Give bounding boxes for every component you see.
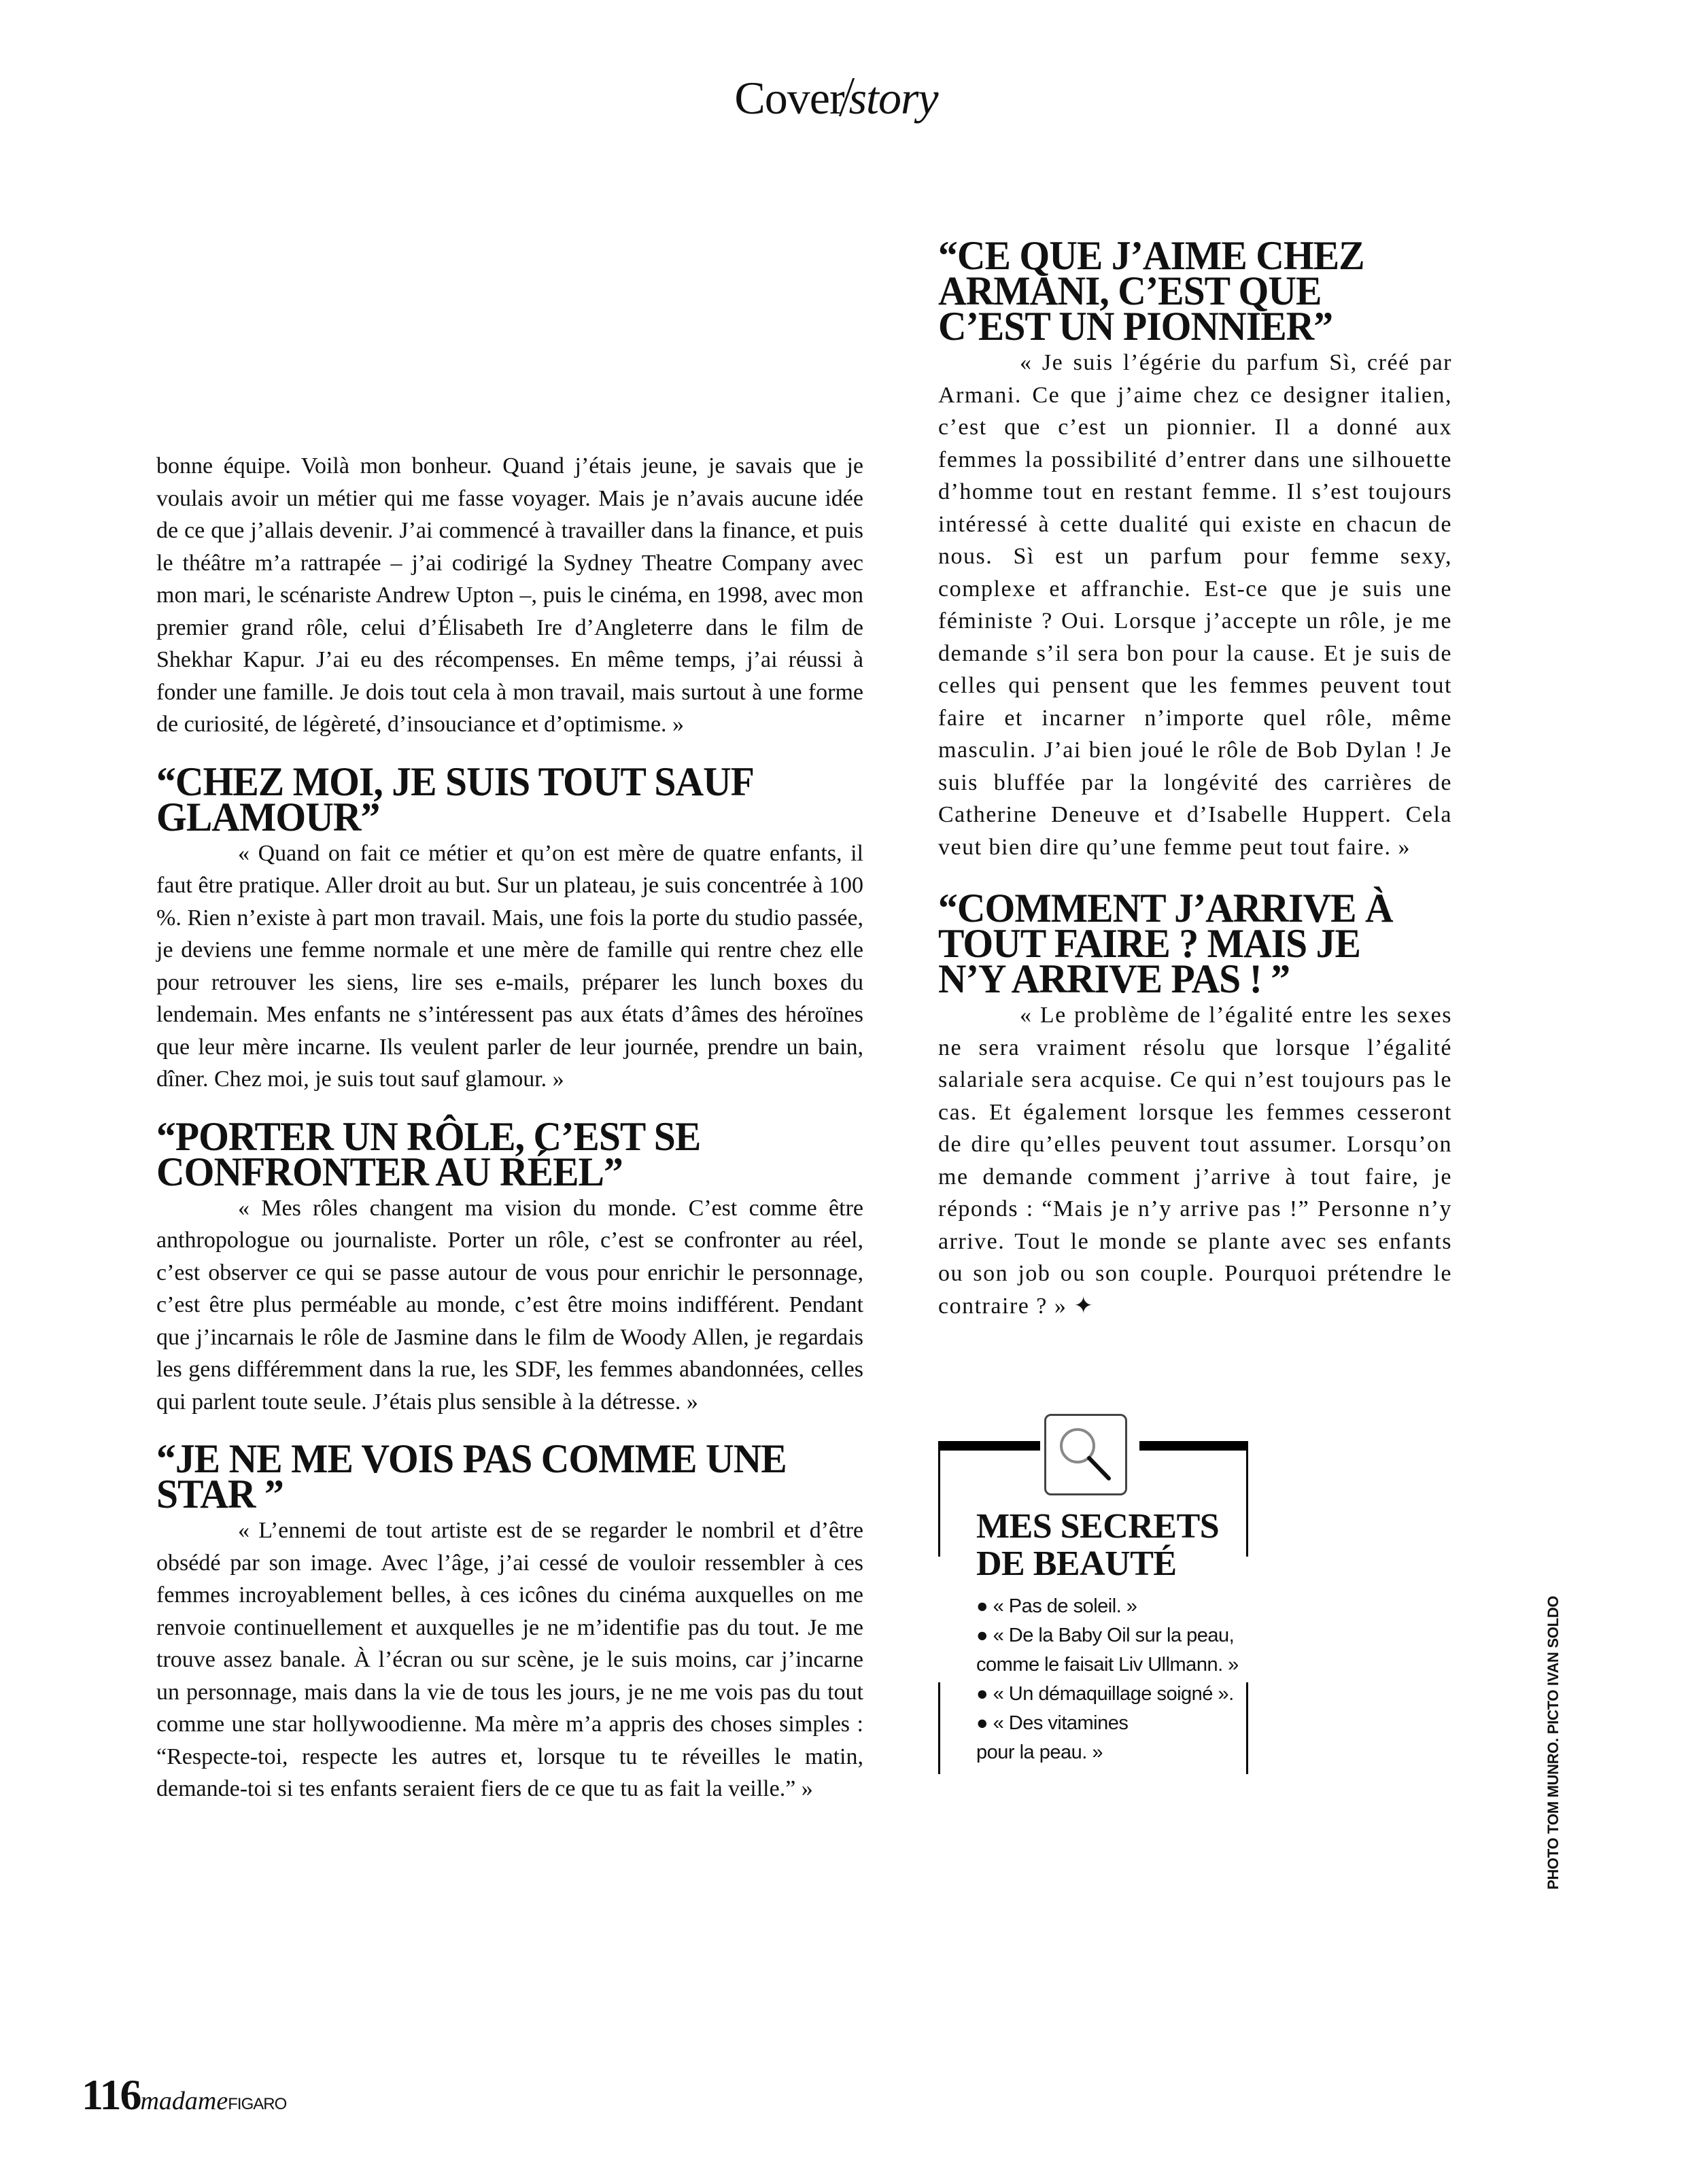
left-column [156, 450, 863, 1805]
page-footer [82, 2070, 286, 2120]
box-title [976, 1508, 1219, 1582]
box-border [1246, 1441, 1248, 1557]
list-item: ● « Pas de soleil. » [976, 1595, 1137, 1617]
section-heading: “CE QUE J’AIME CHEZ ARMANI, C’EST QUE C’EST UN PIONNIER” [938, 233, 1364, 349]
section-paragraph: « Le problème de l’égalité entre les sexes ne sera vraiment résolu que lorsque l’égalité salariale sera acquise. Ce qui n’est toujours pas le cas. Et également lorsque les femmes cesseront de dire qu’elles peuvent tout assumer. Lorsqu’on me demande comment j’arrive à tout faire, je réponds : “Mais je n’y arrive pas !” Personne n’y arrive. Tout le monde se plante avec ses enfants ou son job ou son couple. Pourquoi prétendre le contraire ? » ✦ [938, 1003, 1452, 1319]
section-heading: “COMMENT J’ARRIVE À TOUT FAIRE ? MAIS JE N’Y ARRIVE PAS ! ” [938, 886, 1393, 1001]
photo-credit: PHOTO TOM MUNRO. PICTO IVAN SOLDO [1545, 1595, 1562, 1890]
magnifier-icon [1044, 1414, 1127, 1495]
brand-logo-madame: madame [140, 2087, 228, 2115]
list-item: ● « Un démaquillage soigné ». [976, 1683, 1234, 1705]
section-heading: “CHEZ MOI, JE SUIS TOUT SAUF GLAMOUR” [156, 759, 753, 839]
section-paragraph: « L’ennemi de tout artiste est de se regarder le nombril et d’être obsédé par son image. Avec l’âge, j’ai cessé de vouloir ressembler à ces femmes incroyablement belles, à ces icônes du cinéma auxquelles on me renvoie continuellement et auxquelles je ne m’identifie pas du tout. Je me trouve assez banale. À l’écran ou sur scène, je le suis moins, car j’incarne un personnage, mais dans la vie de tous les jours, je ne me vois pas du tout comme une star hollywoodienne. Ma mère m’a appris des choses simples : “Respecte-toi, respecte les autres et, lorsque tu te réveilles le matin, demande-toi si tes enfants seraient fiers de ce que tu as fait la veille.” » [156, 1518, 863, 1801]
list-item: ● « Des vitamines pour la peau. » [976, 1712, 1129, 1763]
brand-logo-figaro: FIGARO [228, 2095, 287, 2113]
section-heading: “PORTER UN RÔLE, C’EST SE CONFRONTER AU RÉEL” [156, 1113, 701, 1194]
box-top-rule [938, 1441, 1040, 1451]
page-number: 116 [82, 2070, 141, 2119]
box-title-line: MES SECRETS [976, 1507, 1220, 1546]
section-paragraph: « Quand on fait ce métier et qu’on est mère de quatre enfants, il faut être pratique. Aller droit au but. Sur un plateau, je suis concentrée à 100 %. Rien n’existe à part mon travail. Mais, une fois la porte du studio passée, je deviens une femme normale et une mère de famille qui rentre chez elle pour retrouver les siens, lire ses e-mails, préparer les lunch boxes du lendemain. Mes enfants ne s’intéressent pas aux états d’âmes des héroïnes que leur mère incarne. Ils veulent parler de leur journée, prendre un bain, dîner. Chez moi, je suis tout sauf glamour. » [156, 840, 863, 1092]
section-heading: “JE NE ME VOIS PAS COMME UNE STAR ” [156, 1436, 787, 1516]
rubric-main: Cover [734, 72, 844, 124]
box-top-rule [1139, 1441, 1248, 1451]
section-paragraph: « Je suis l’égérie du parfum Sì, créé par Armani. Ce que j’aime chez ce designer italien, c’est que c’est un pionnier. Il a donné aux femmes la possibilité d’entrer dans une silhouette d’homme tout en restant femme. Il s’est toujours intéressé à cette dualité qui existe en chacun de nous. Sì est un parfum pour femme sexy, complexe et affranchie. Est-ce que je suis une féministe ? Oui. Lorsque j’accepte un rôle, je me demande s’il sera bon pour la cause. Et je suis de celles qui pensent que les femmes peuvent tout faire et incarner n’importe quel rôle, même masculin. J’ai bien joué le rôle de Bob Dylan ! Je suis bluffée par la longévité des carrières de Catherine Deneuve et d’Isabelle Huppert. Cela veut bien dire qu’une femme peut tout faire. » [938, 350, 1452, 860]
section-rubric [721, 71, 952, 125]
beauty-secrets-box [938, 1414, 1248, 1774]
box-border [938, 1682, 940, 1774]
intro-paragraph: bonne équipe. Voilà mon bonheur. Quand j’étais jeune, je savais que je voulais avoir un métier qui me fasse voyager. Mais je n’avais aucune idée de ce que j’allais devenir. J’ai commencé à travailler dans la finance, et puis le théâtre m’a rattrapée – j’ai codirigé la Sydney Theatre Company avec mon mari, le scénariste Andrew Upton –, puis le cinéma, en 1998, avec mon premier grand rôle, celui d’Élisabeth Ire d’Angleterre dans le film de Shekhar Kapur. J’ai eu des récompenses. En même temps, j’ai réussi à fonder une famille. Je dois tout cela à mon travail, mais surtout à une forme de curiosité, de légèreté, d’insouciance et d’optimisme. » [156, 453, 863, 737]
list-item: ● « De la Baby Oil sur la peau, comme le faisait Liv Ullmann. » [976, 1625, 1239, 1676]
section-paragraph: « Mes rôles changent ma vision du monde. C’est comme être anthropologue ou journaliste. Porter un rôle, c’est se confronter au réel, c’est observer ce qui se passe autour de vous pour enrichir le personnage, c’est être plus perméable au monde, c’est être moins indifférent. Pendant que j’incarnais le rôle de Jasmine dans le film de Woody Allen, je regardais les gens différemment dans la rue, les SDF, les femmes abandonnées, celles qui parlent toute seule. J’étais plus sensible à la détresse. » [156, 1195, 863, 1415]
beauty-tips-list [976, 1592, 1241, 1767]
rubric-italic: story [848, 72, 938, 124]
box-border [1246, 1682, 1248, 1774]
box-title-line: DE BEAUTÉ [976, 1544, 1177, 1583]
right-column [938, 233, 1452, 1322]
box-border [938, 1441, 940, 1557]
